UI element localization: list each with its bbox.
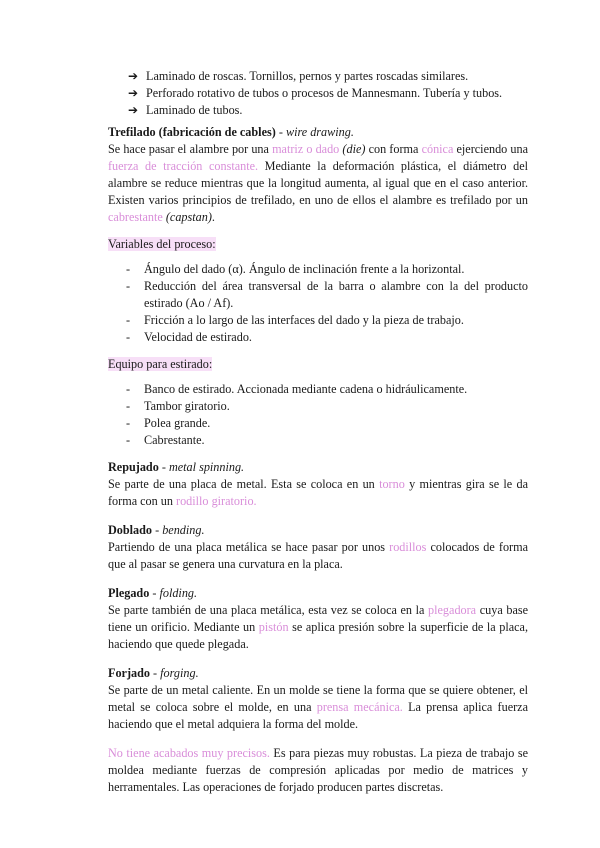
section-paragraph: Se hace pasar el alambre por una matriz o dado (die) con forma cónica ejerciendo una fuerza de tracción constante. Mediante la deformación plástica, el diámetro del alambre se reduce mientras que la longitud aumenta, al igual que en el caso anterior. Existen varios principios de trefilado, en uno de ellos el alambre es trefilado por un cabrestante (capstan). <box>108 142 528 224</box>
list-item <box>128 68 528 85</box>
arrow-icon: ➔ <box>128 103 139 117</box>
equipo-label: Equipo para estirado: <box>108 357 213 371</box>
list-item: - Fricción a lo largo de las interfaces del dado y la pieza de trabajo. <box>126 313 464 327</box>
highlighted-term: prensa mecánica. <box>316 700 403 714</box>
heading-subtitle: bending. <box>162 523 205 537</box>
section-heading: Trefilado (fabricación de cables) - wire drawing. <box>108 125 354 139</box>
list-item-text: Laminado de roscas. Tornillos, pernos y partes roscadas similares. <box>146 69 469 83</box>
heading-subtitle: metal spinning. <box>168 460 245 474</box>
list-item: - Reducción del área transversal de la barra o alambre con la del producto estirado (Ao / Af). <box>126 279 528 310</box>
section-paragraph: Se parte también de una placa metálica, esta vez se coloca en la plegadora cuya base tiene un orificio. Mediante un pistón se aplica presión sobre la superficie de la placa, haciendo que quede plegada. <box>108 603 529 651</box>
section-trefilado <box>108 124 528 226</box>
section-plegado <box>108 585 528 653</box>
heading-title: Plegado <box>108 586 150 600</box>
variables-label: Variables del proceso: <box>108 237 216 251</box>
arrow-icon: ➔ <box>128 69 139 83</box>
list-item-text: Laminado de tubos. <box>146 103 243 117</box>
heading-title: Doblado <box>108 523 153 537</box>
list-item: - Velocidad de estirado. <box>126 330 252 344</box>
highlighted-term: cónica <box>421 142 454 156</box>
forjado-notes-paragraph: No tiene acabados muy precisos. Es para piezas muy robustas. La pieza de trabajo se moldea mediante fuerzas de compresión aplicadas por medio de matrices y herramentales. Las operaciones de forjado producen partes discretas. <box>108 746 528 794</box>
section-forjado <box>108 665 528 733</box>
highlighted-term: rodillos <box>389 540 427 554</box>
section-heading: Doblado - bending. <box>108 523 205 537</box>
highlighted-term: plegadora <box>428 603 477 617</box>
section-paragraph: Se parte de un metal caliente. En un molde se tiene la forma que se quiere obtener, el metal se coloca sobre el molde, en una prensa mecánica. La prensa aplica fuerza haciendo que el metal adquiera la forma del molde. <box>108 683 528 731</box>
highlighted-term: matriz o dado <box>272 142 340 156</box>
section-paragraph: Partiendo de una placa metálica se hace pasar por unos rodillos colocados de forma que al pasar se genera una curvatura en la placa. <box>108 540 528 571</box>
heading-subtitle: folding. <box>159 586 198 600</box>
list-item <box>128 85 528 102</box>
variables-list <box>108 261 528 346</box>
section-heading: Repujado - metal spinning. <box>108 460 245 474</box>
section-paragraph: Se parte de una placa de metal. Esta se coloca en un torno y mientras gira se le da forma con un rodillo giratorio. <box>108 477 528 508</box>
section-heading: Plegado - folding. <box>108 586 198 600</box>
list-item: - Ángulo del dado (α). Ángulo de inclinación frente a la horizontal. <box>126 262 465 276</box>
highlighted-term: fuerza de tracción constante. <box>108 159 259 173</box>
list-item-text: Perforado rotativo de tubos o procesos de Mannesmann. Tubería y tubos. <box>146 86 503 100</box>
section-heading: Forjado - forging. <box>108 666 199 680</box>
list-item: - Banco de estirado. Accionada mediante cadena o hidráulicamente. <box>126 382 468 396</box>
highlighted-term: torno <box>379 477 405 491</box>
highlighted-term: pistón <box>258 620 289 634</box>
list-item: - Tambor giratorio. <box>126 399 230 413</box>
arrow-list <box>108 68 528 119</box>
highlighted-term: rodillo giratorio. <box>176 494 257 508</box>
heading-subtitle: forging. <box>160 666 199 680</box>
list-item <box>128 102 528 119</box>
equipo-list <box>108 381 528 449</box>
heading-subtitle: wire drawing. <box>285 125 354 139</box>
heading-title: Trefilado (fabricación de cables) <box>108 125 276 139</box>
highlighted-term: No tiene acabados muy precisos. <box>108 746 270 760</box>
list-item: - Cabrestante. <box>126 433 205 447</box>
section-doblado <box>108 522 528 573</box>
list-item: - Polea grande. <box>126 416 211 430</box>
highlighted-term: cabrestante <box>108 210 163 224</box>
arrow-icon: ➔ <box>128 86 139 100</box>
page-content <box>108 68 528 796</box>
section-repujado <box>108 459 528 510</box>
heading-title: Forjado <box>108 666 150 680</box>
heading-title: Repujado <box>108 460 159 474</box>
